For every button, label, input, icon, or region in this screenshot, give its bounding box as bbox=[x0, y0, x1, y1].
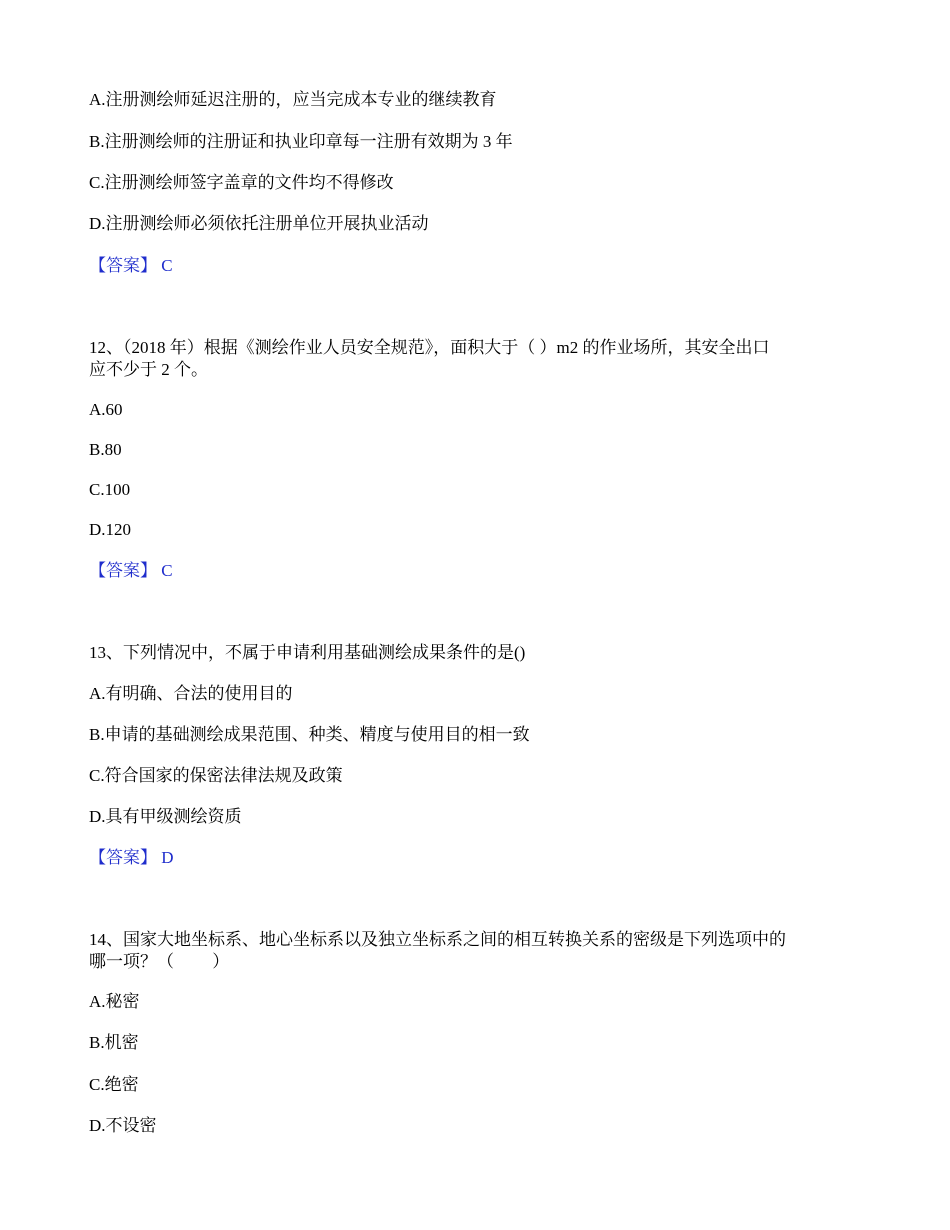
q12-option-a: A.60 bbox=[89, 400, 123, 419]
q12-stem-line1: 12、（2018 年）根据《测绘作业人员安全规范》，面积大于（ ）m2 的作业场所，其安全出口 bbox=[89, 338, 770, 357]
q13-option-c: C.符合国家的保密法律法规及政策 bbox=[89, 766, 343, 785]
q11-answer: 【答案】 C bbox=[89, 256, 173, 275]
q12-answer: 【答案】 C bbox=[89, 561, 173, 580]
q14-option-b: B.机密 bbox=[89, 1033, 139, 1052]
q11-option-d: D.注册测绘师必须依托注册单位开展执业活动 bbox=[89, 214, 429, 233]
q13-answer: 【答案】 D bbox=[89, 848, 174, 867]
q12-stem-line2: 应不少于 2 个。 bbox=[89, 360, 208, 379]
q12-option-d: D.120 bbox=[89, 520, 132, 539]
q14-option-d: D.不设密 bbox=[89, 1116, 157, 1135]
q12-option-b: B.80 bbox=[89, 440, 122, 459]
q13-option-b: B.申请的基础测绘成果范围、种类、精度与使用目的相一致 bbox=[89, 725, 530, 744]
q11-option-c: C.注册测绘师签字盖章的文件均不得修改 bbox=[89, 173, 394, 192]
q14-stem-line2: 哪一项？（ ） bbox=[89, 952, 230, 971]
q13-option-d: D.具有甲级测绘资质 bbox=[89, 807, 242, 826]
q12-option-c: C.100 bbox=[89, 480, 131, 499]
q14-option-a: A.秘密 bbox=[89, 992, 140, 1011]
q14-stem-line1: 14、国家大地坐标系、地心坐标系以及独立坐标系之间的相互转换关系的密级是下列选项中的 bbox=[89, 930, 786, 949]
q13-stem: 13、下列情况中，不属于申请利用基础测绘成果条件的是() bbox=[89, 643, 526, 662]
q11-option-a: A.注册测绘师延迟注册的，应当完成本专业的继续教育 bbox=[89, 90, 497, 109]
q13-option-a: A.有明确、合法的使用目的 bbox=[89, 684, 293, 703]
q14-option-c: C.绝密 bbox=[89, 1075, 139, 1094]
q11-option-b: B.注册测绘师的注册证和执业印章每一注册有效期为 3 年 bbox=[89, 132, 513, 151]
